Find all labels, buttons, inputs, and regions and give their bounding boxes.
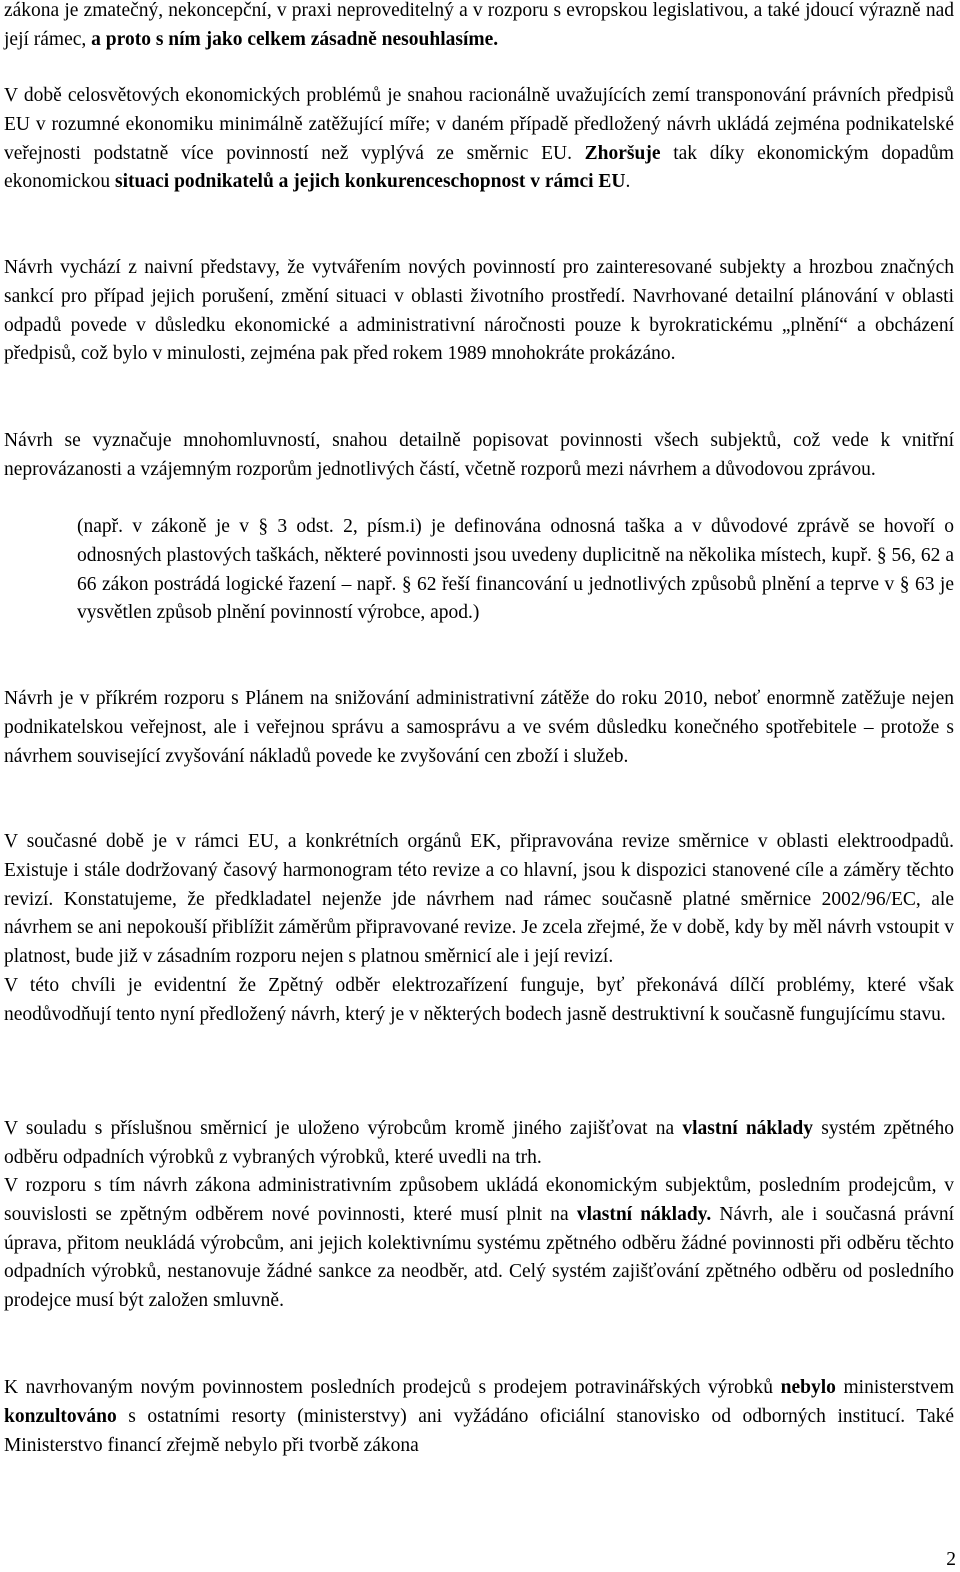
text-segment: K navrhovaným novým povinnostem posledních prodejců s prodejem potravinářských výrobků <box>4 1377 781 1398</box>
bold-text-segment: konzultováno <box>4 1405 117 1427</box>
paragraph-conclusion-fragment <box>4 0 954 55</box>
bold-text-segment: a proto s ním jako celkem zásadně nesouhlasíme. <box>91 28 499 50</box>
text-segment: V době celosvětových ekonomických problémů je snahou racionálně uvažujících zemí transponování právních předpisů EU v rozumné ekonomiku minimálně zatěžující míře; v daném případě předložený návrh ukládá zejména podnikatelské veřejnosti podstatně více povinností než vyplývá ze směrnic EU. <box>4 85 954 164</box>
text-segment: ministerstvem <box>835 1377 954 1398</box>
paragraph-naive-assumption <box>4 254 954 369</box>
text-segment: Návrh vychází z naivní představy, že vytvářením nových povinností pro zainteresované subjekty a hrozbou značných sankcí pro případ jejich porušení, změní situaci v oblasti životního prostředí. Navrhované detailní plánování v oblasti odpadů povede v důsledku ekonomické a administrativní náročnosti pouze k byrokratickému „plnění“ a obcházení předpisů, což bylo v minulosti, zejména pak před rokem 1989 mnohokráte prokázáno. <box>4 257 954 365</box>
text-segment: Návrh se vyznačuje mnohomluvností, snahou detailně popisovat povinnosti všech subjektů, což vede k vnitřní neprovázanosti a vzájemným rozporům jednotlivých částí, včetně rozporů mezi návrhem a důvodovou zprávou. <box>4 430 954 480</box>
text-segment: Návrh, ale i současná právní úprava, přitom neukládá výrobcům, ani jejich kolektivnímu systému zpětného odběru žádné povinnosti při odběru těchto odpadních výrobků, nestanovuje žádné sankce za neodběr, atd. Celý systém zajišťování zpětného odběru od posledního prodejce musí být založen smluvně. <box>4 1203 955 1312</box>
text-segment: V současné době je v rámci EU, a konkrétních orgánů EK, připravována revize směrnice v oblasti elektroodpadů. Existuje i stále dodržovaný časový harmonogram této revize a co hlavní, jsou k dispozici stanovené cíle a záměry těchto revizí. Konstatujeme, že předkladatel nejenže jde návrhem nad rámec současně platné směrnice 2002/96/EC, ale návrhem se ani nepokouší přiblížit záměrům připravované revize. Je zcela zřejmé, že v době, kdy by měl návrh vstoupit v platnost, bude již v zásadním rozporu nejen s platnou směrnicí ale i její revizí. <box>4 831 954 968</box>
bold-text-segment: Zhoršuje <box>584 142 661 164</box>
paragraph-eu-revision <box>4 828 954 972</box>
paragraph-example-note <box>77 513 954 628</box>
paragraph-admin-burden <box>4 685 954 771</box>
text-segment: s ostatními resorty (ministerstvy) ani vyžádáno oficiální stanovisko od odborných institucí. Také Ministerstvo financí zřejmě nebylo při tvorbě zákona <box>4 1405 954 1456</box>
paragraph-retailer-obligations <box>4 1172 954 1316</box>
text-segment: systém zpětného odběru odpadních výrobků z vybraných výrobků, které uvedli na trh. <box>4 1118 954 1168</box>
text-segment: zákona je zmatečný, nekoncepční, v praxi neproveditelný a v rozporu s evropskou legislativou, a také jdoucí výrazně nad její rámec, <box>4 0 954 50</box>
paragraph-economic-problems <box>4 82 954 197</box>
paragraph-not-consulted <box>4 1374 954 1460</box>
paragraph-verbosity <box>4 427 954 485</box>
page-number: 2 <box>946 1549 956 1570</box>
text-segment: V rozporu s tím návrh zákona administrativním způsobem ukládá ekonomickým subjektům, posledním prodejcům, v souvislosti se zpětným odběrem nové povinnosti, které musí plnit na <box>4 1175 954 1225</box>
text-segment: tak díky ekonomickým dopadům ekonomickou <box>4 142 954 193</box>
bold-text-segment: vlastní náklady. <box>576 1203 712 1225</box>
bold-text-segment: vlastní náklady <box>682 1118 814 1139</box>
text-segment: V této chvíli je evidentní že Zpětný odběr elektrozařízení funguje, byť překonává dílčí problémy, které však neodůvodňují tento nyní předložený návrh, který je v některých bodech jasně destruktivní k současně fungujícímu stavu. <box>4 975 954 1025</box>
bold-text-segment: situaci podnikatelů a jejich konkurenceschopnost v rámci EU <box>115 171 626 193</box>
paragraph-own-costs <box>4 1115 954 1173</box>
text-segment: (např. v zákoně je v § 3 odst. 2, písm.i) je definována odnosná taška a v důvodové zprávě se hovoří o odnosných plastových taškách, některé povinnosti jsou uvedeny duplicitně na několika místech, kupř. § 56, 62 a 66 zákon postrádá logické řazení – např. § 62 řeší financování u jednotlivých způsobů plnění a teprve v § 63 je vysvětlen způsob plnění povinností výrobce, apod.) <box>77 516 954 624</box>
text-segment: Návrh je v příkrém rozporu s Plánem na snižování administrativní zátěže do roku 2010, neboť enormně zatěžuje nejen podnikatelskou veřejnost, ale i veřejnou správu a samosprávu a ve svém důsledku konečného spotřebitele – protože s návrhem související zvyšování nákladů povede ke zvyšování cen zboží i služeb. <box>4 688 954 767</box>
text-segment: . <box>625 171 631 193</box>
paragraph-take-back-works <box>4 972 954 1030</box>
bold-text-segment: nebylo <box>780 1377 836 1398</box>
text-segment: V souladu s příslušnou směrnicí je uloženo výrobcům kromě jiného zajišťovat na <box>4 1118 683 1139</box>
